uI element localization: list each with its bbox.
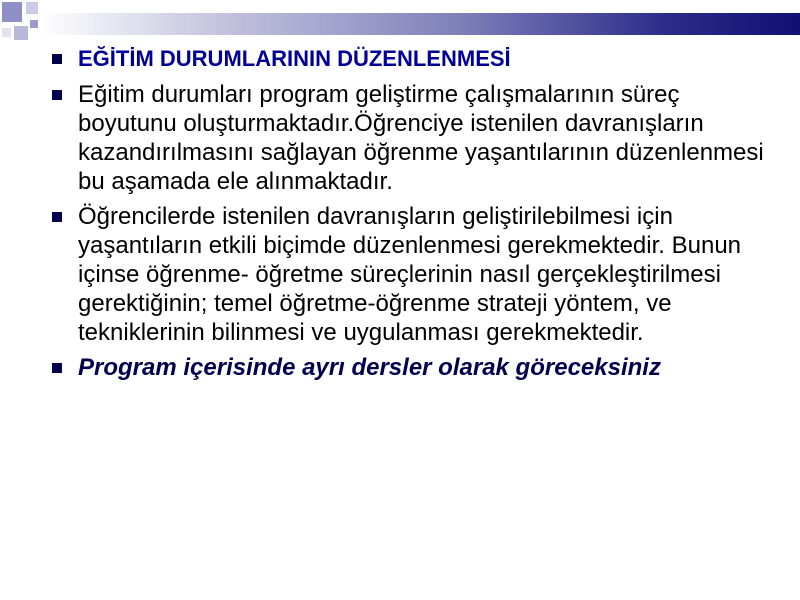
- bullet-text: Eğitim durumları program geliştirme çalışmalarının süreç boyutunu oluşturmaktadır.Öğrenciye istenilen davranışların kazandırılmasını sağlayan öğrenme yaşantılarının düzenlenmesi bu aşamada ele alınmaktadır.: [78, 81, 764, 195]
- square-bullet-icon: [52, 212, 62, 222]
- bullet-item: [50, 80, 780, 196]
- decor-square: [30, 20, 38, 28]
- emphasis-text: Program içerisinde ayrı dersler olarak göreceksiniz: [78, 354, 661, 381]
- square-bullet-icon: [52, 54, 62, 64]
- bullet-item-heading: [50, 44, 780, 73]
- decor-square: [26, 2, 38, 14]
- slide-header-decoration: [0, 0, 800, 50]
- square-bullet-icon: [52, 90, 62, 100]
- decor-square: [14, 26, 28, 40]
- decor-square: [2, 2, 22, 22]
- decor-square: [2, 28, 11, 37]
- square-bullet-icon: [52, 363, 62, 373]
- slide-heading: EĞİTİM DURUMLARININ DÜZENLENMESİ: [78, 46, 511, 71]
- slide-content: [50, 44, 780, 388]
- bullet-item: [50, 202, 780, 347]
- bullet-item-emphasis: [50, 353, 780, 382]
- gradient-title-bar: [40, 13, 800, 35]
- bullet-text: Öğrencilerde istenilen davranışların geliştirilebilmesi için yaşantıların etkili biçimde düzenlenmesi gerekmektedir. Bunun içinse öğrenme- öğretme süreçlerinin nasıl gerçekleştirilmesi gerektiğinin; temel öğretme-öğrenme strateji yöntem, ve tekniklerinin bilinmesi ve uygulanması gerekmektedir.: [78, 203, 742, 346]
